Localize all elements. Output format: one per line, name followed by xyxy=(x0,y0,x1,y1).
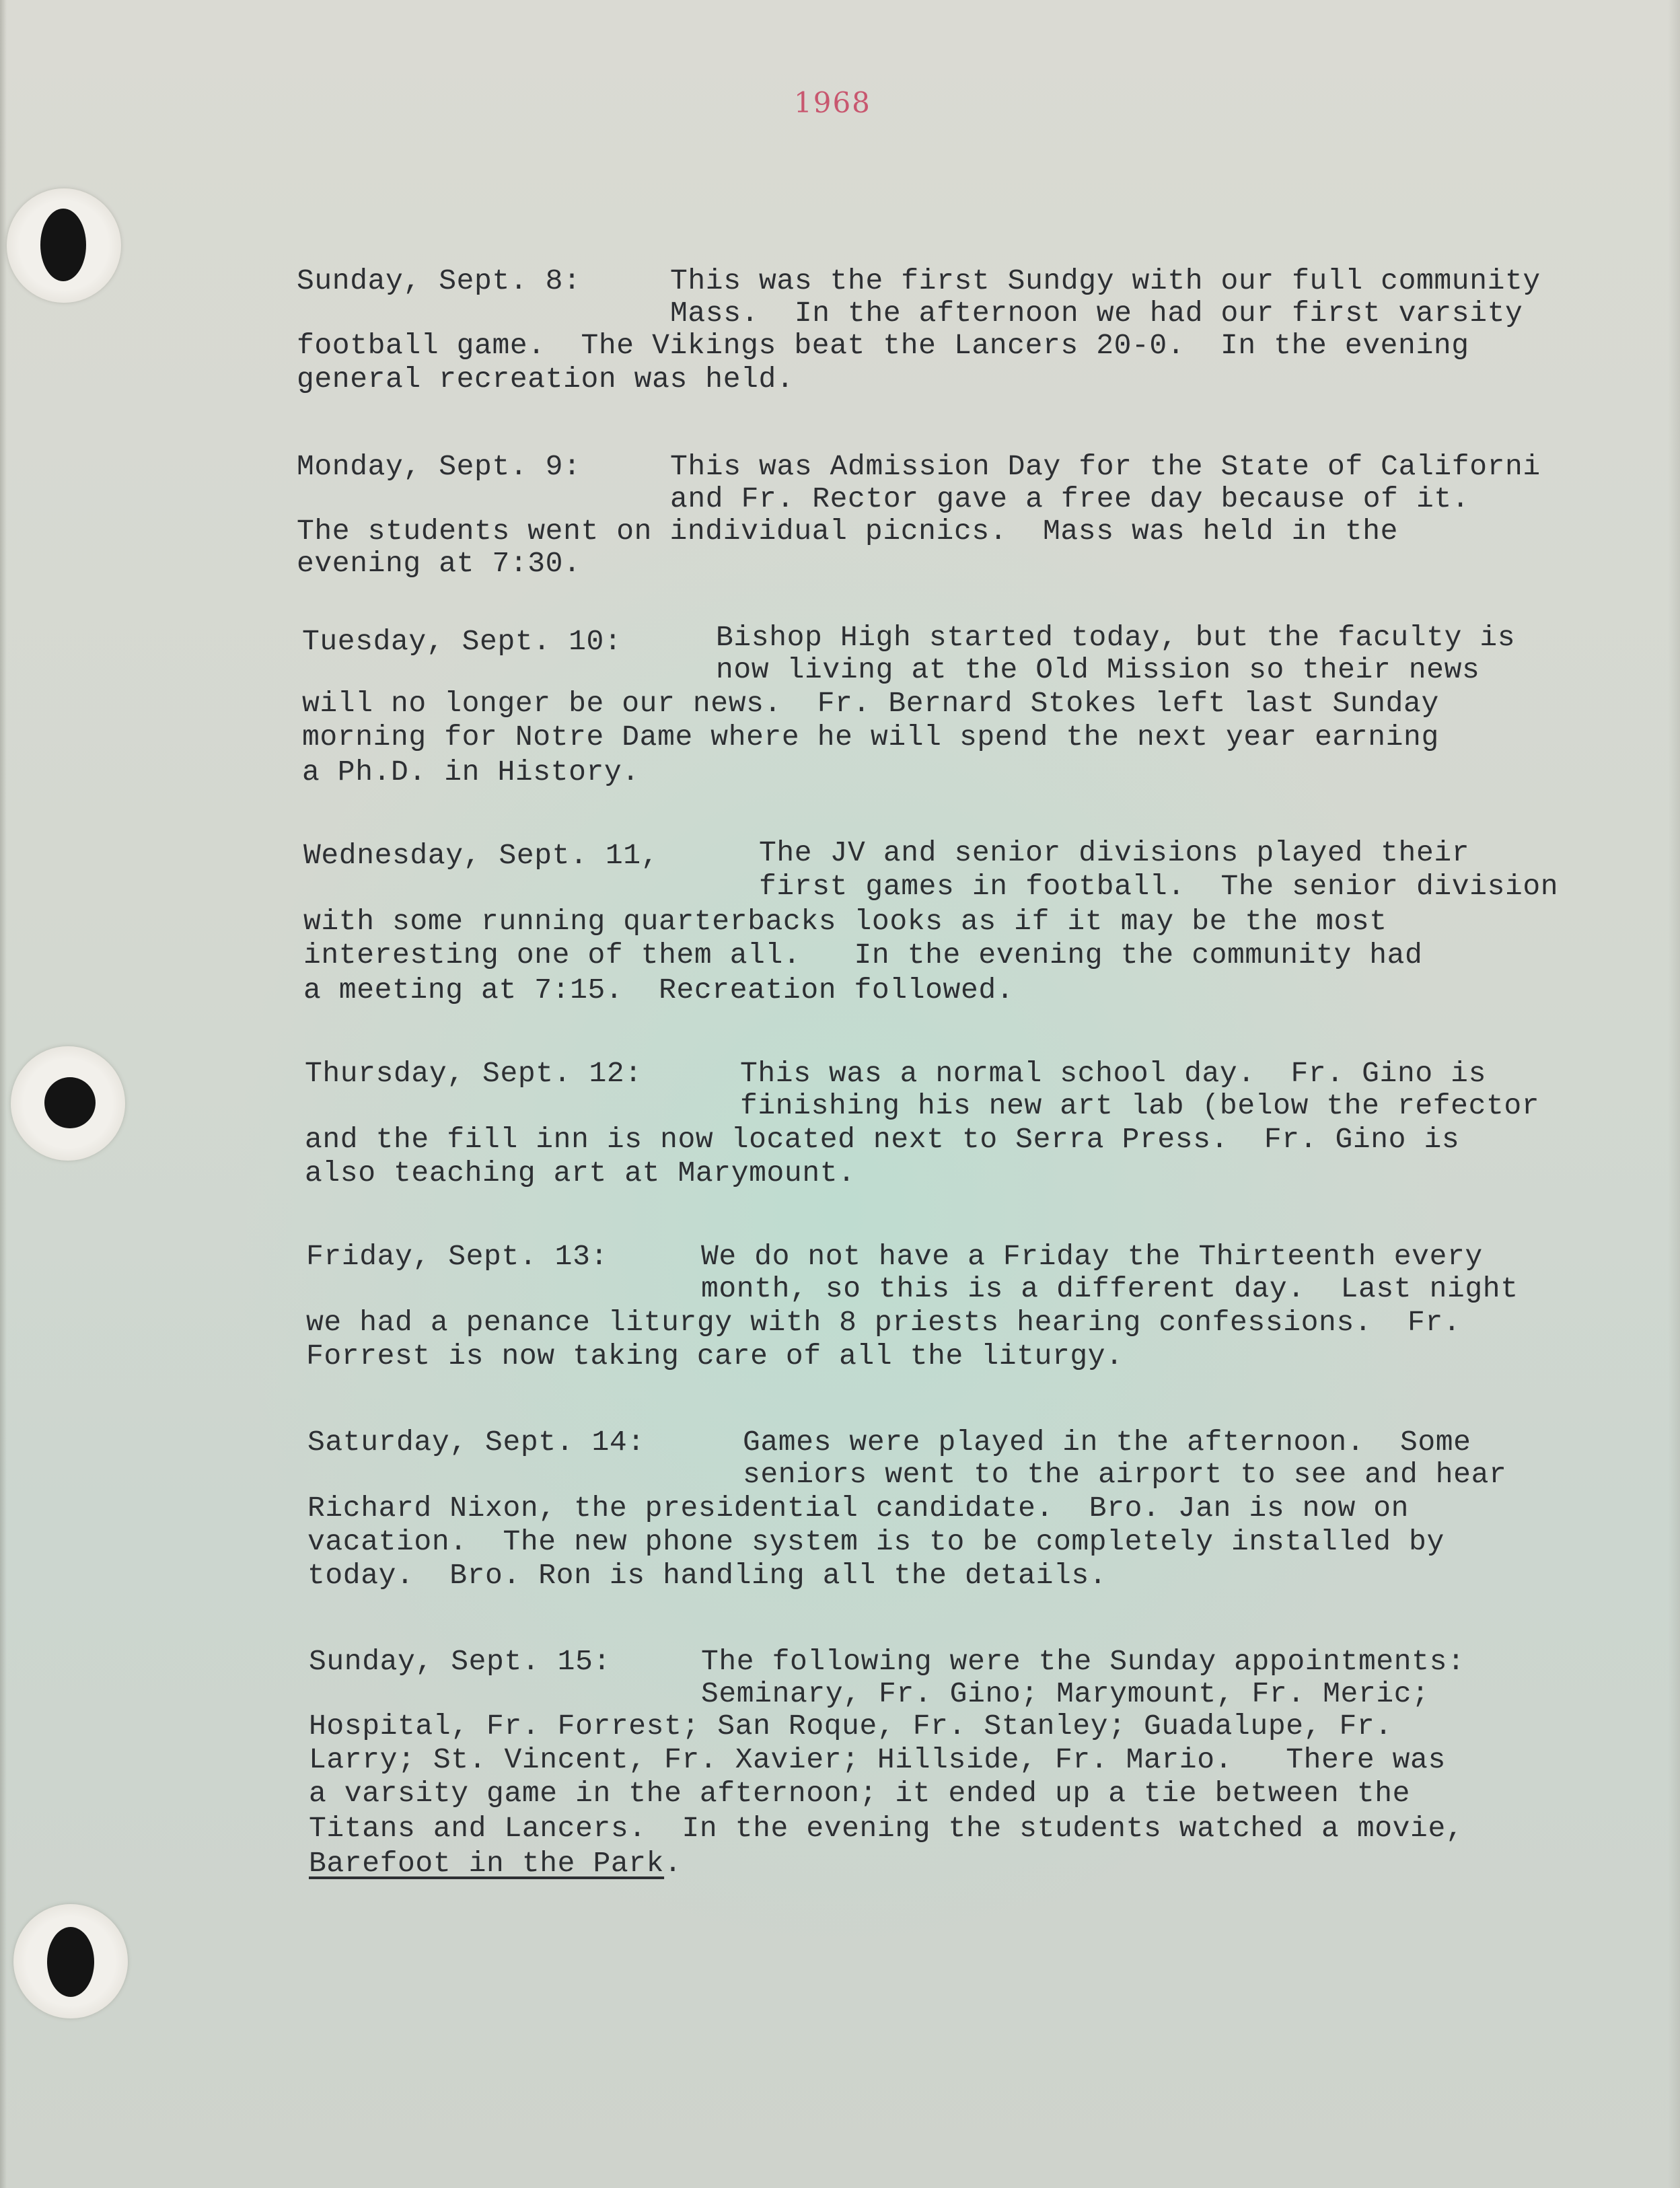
movie-title: Barefoot in the Park xyxy=(309,1847,665,1880)
entry-date: Monday, Sept. 9: xyxy=(297,450,581,483)
entry-date: Tuesday, Sept. 10: xyxy=(302,625,622,658)
entry-body-line: will no longer be our news. Fr. Bernard Stokes left last Sunday xyxy=(302,687,1439,720)
entry-date: Thursday, Sept. 12: xyxy=(305,1057,643,1090)
entry-body-line: morning for Notre Dame where he will spend the next year earning xyxy=(302,721,1439,754)
entry-date: Sunday, Sept. 15: xyxy=(309,1645,611,1678)
entry-first-line: We do not have a Friday the Thirteenth every xyxy=(701,1240,1483,1273)
page-right-edge xyxy=(1668,0,1680,2188)
entry-body-line: today. Bro. Ron is handling all the details. xyxy=(307,1559,1107,1592)
entry-first-line: The JV and senior divisions played their xyxy=(759,836,1470,869)
entry-body-line: a meeting at 7:15. Recreation followed. xyxy=(303,974,1015,1007)
entry-first-line: Games were played in the afternoon. Some xyxy=(743,1426,1471,1459)
movie-title-line xyxy=(309,1846,682,1881)
entry-second-line: and Fr. Rector gave a free day because of it. xyxy=(670,482,1470,515)
entry-second-line: finishing his new art lab (below the refector xyxy=(740,1089,1540,1122)
entry-first-line: The following were the Sunday appointments: xyxy=(701,1645,1465,1678)
entry-first-line: Bishop High started today, but the faculty is xyxy=(716,621,1516,654)
entry-body-line: with some running quarterbacks looks as if it may be the most xyxy=(303,905,1387,938)
entry-body-line: Larry; St. Vincent, Fr. Xavier; Hillside, Fr. Mario. There was xyxy=(309,1743,1446,1776)
entry-body-line: and the fill inn is now located next to Serra Press. Fr. Gino is xyxy=(305,1123,1460,1156)
entry-date: Friday, Sept. 13: xyxy=(306,1240,608,1273)
movie-title-period: . xyxy=(664,1847,682,1880)
entry-date: Wednesday, Sept. 11, xyxy=(303,839,659,872)
entry-body-line: Forrest is now taking care of all the liturgy. xyxy=(306,1340,1124,1373)
entry-body-line: a Ph.D. in History. xyxy=(302,756,640,789)
entry-date: Sunday, Sept. 8: xyxy=(297,264,581,297)
entry-body-line: Titans and Lancers. In the evening the students watched a movie, xyxy=(309,1812,1464,1845)
punch-hole-bottom xyxy=(13,1904,128,2018)
entry-second-line: now living at the Old Mission so their news xyxy=(716,653,1480,686)
entry-first-line: This was a normal school day. Fr. Gino is xyxy=(740,1057,1486,1090)
entry-body-line: The students went on individual picnics. Mass was held in the xyxy=(297,515,1399,548)
entry-body-line: vacation. The new phone system is to be completely installed by xyxy=(307,1525,1445,1558)
entry-body-line: interesting one of them all. In the evening the community had xyxy=(303,939,1423,972)
entry-first-line: This was the first Sundgy with our full community xyxy=(670,264,1541,297)
entry-date: Saturday, Sept. 14: xyxy=(307,1426,645,1459)
entry-body-line: evening at 7:30. xyxy=(297,547,581,580)
entry-body-line: general recreation was held. xyxy=(297,363,795,396)
entry-body-line: a varsity game in the afternoon; it ended up a tie between the xyxy=(309,1777,1411,1810)
entry-body-line: also teaching art at Marymount. xyxy=(305,1157,856,1190)
punch-hole-middle xyxy=(11,1046,125,1161)
entry-second-line: first games in football. The senior division xyxy=(759,870,1559,903)
entry-body-line: Richard Nixon, the presidential candidate. Bro. Jan is now on xyxy=(307,1492,1410,1525)
entry-second-line: month, so this is a different day. Last night xyxy=(701,1272,1519,1305)
entry-first-line: This was Admission Day for the State of Californi xyxy=(670,450,1541,483)
entry-second-line: Mass. In the afternoon we had our first varsity xyxy=(670,297,1523,330)
year-heading: 1968 xyxy=(794,86,871,119)
entry-body-line: Hospital, Fr. Forrest; San Roque, Fr. Stanley; Guadalupe, Fr. xyxy=(309,1710,1393,1743)
entry-second-line: Seminary, Fr. Gino; Marymount, Fr. Meric; xyxy=(701,1677,1430,1710)
entry-body-line: we had a penance liturgy with 8 priests hearing confessions. Fr. xyxy=(306,1306,1461,1339)
entry-body-line: football game. The Vikings beat the Lancers 20-0. In the evening xyxy=(297,329,1469,362)
entry-second-line: seniors went to the airport to see and hear xyxy=(743,1458,1507,1491)
page-left-shadow xyxy=(0,0,7,2188)
punch-hole-top xyxy=(7,188,121,303)
